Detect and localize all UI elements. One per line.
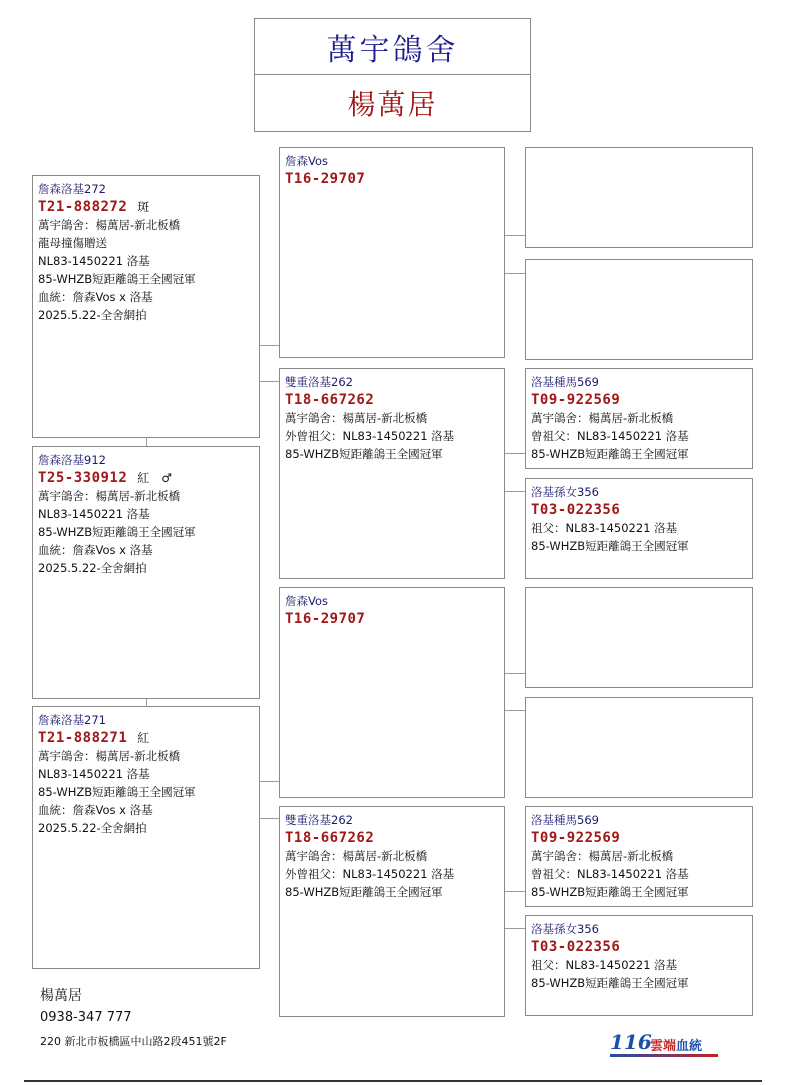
connector-line [259, 345, 279, 346]
info-line: 85-WHZB短距離鴿王全國冠軍 [38, 525, 196, 539]
ring-number: T09-922569 [531, 392, 621, 408]
info-line: 85-WHZB短距離鴿王全國冠軍 [531, 447, 689, 461]
pigeon-card-g3[interactable] [525, 915, 753, 1016]
logo-text [650, 1035, 702, 1054]
info-line: 曾祖父：NL83-1450221 洛基 [531, 867, 689, 881]
ring-number: T09-922569 [531, 830, 621, 846]
pigeon-name: 詹森Vos [285, 594, 329, 608]
info-line: 萬宇鴿舍：楊萬居-新北板橋 [38, 218, 181, 232]
pigeon-card-sire-dam[interactable] [279, 368, 505, 579]
info-line: 85-WHZB短距離鴿王全國冠軍 [285, 447, 443, 461]
connector-line [259, 818, 279, 819]
footer-address: 220 新北市板橋區中山路2段451號2F [40, 1035, 227, 1048]
color-sex: 紅 ♂ [137, 471, 173, 485]
pigeon-card-dam-sire[interactable] [279, 587, 505, 798]
info-line: 萬宇鴿舍：楊萬居-新北板橋 [531, 411, 674, 425]
connector-line [504, 891, 525, 892]
pigeon-name: 雙重洛基262 [285, 813, 353, 827]
pigeon-name: 詹森洛基272 [38, 182, 106, 196]
connector-line [504, 673, 525, 674]
info-line: 萬宇鴿舍：楊萬居-新北板橋 [38, 749, 181, 763]
pigeon-card-subject[interactable] [32, 446, 260, 699]
footer-phone: 0938-347 777 [40, 1010, 132, 1025]
pigeon-name: 詹森洛基271 [38, 713, 106, 727]
ring-number: T25-330912 [38, 470, 128, 486]
info-line: 85-WHZB短距離鴿王全國冠軍 [531, 885, 689, 899]
pigeon-card-empty[interactable] [525, 259, 753, 360]
ring-number: T21-888271 [38, 730, 128, 746]
info-line: 祖父：NL83-1450221 洛基 [531, 521, 678, 535]
info-line: 曾祖父：NL83-1450221 洛基 [531, 429, 689, 443]
pigeon-name: 洛基種馬569 [531, 375, 599, 389]
info-line: 2025.5.22-全舍網拍 [38, 308, 147, 322]
info-line: 萬宇鴿舍：楊萬居-新北板橋 [531, 849, 674, 863]
logo-number: 116 [610, 1030, 652, 1054]
info-line: 萬宇鴿舍：楊萬居-新北板橋 [38, 489, 181, 503]
connector-line [259, 781, 279, 782]
info-line: 外曾祖父：NL83-1450221 洛基 [285, 429, 455, 443]
brand-logo[interactable] [610, 1030, 725, 1058]
pigeon-card-empty[interactable] [525, 587, 753, 688]
info-line: 萬宇鴿舍：楊萬居-新北板橋 [285, 411, 428, 425]
connector-line [504, 491, 525, 492]
ring-number: T16-29707 [285, 171, 366, 187]
color-sex: 斑 [137, 200, 150, 214]
info-line: 祖父：NL83-1450221 洛基 [531, 958, 678, 972]
pigeon-name: 洛基孫女356 [531, 922, 599, 936]
info-line: 85-WHZB短距離鴿王全國冠軍 [285, 885, 443, 899]
pigeon-card-g3[interactable] [525, 368, 753, 469]
color-sex: 紅 [137, 731, 150, 745]
pigeon-card-sire-sire[interactable] [279, 147, 505, 358]
connector-line [504, 710, 525, 711]
bottom-divider [24, 1080, 762, 1082]
ring-number: T21-888272 [38, 199, 128, 215]
info-line: 血統：詹森Vos x 洛基 [38, 543, 153, 557]
pigeon-name: 雙重洛基262 [285, 375, 353, 389]
pigeon-card-empty[interactable] [525, 697, 753, 798]
info-line: 85-WHZB短距離鴿王全國冠軍 [531, 539, 689, 553]
owner-name-box [254, 74, 531, 132]
pigeon-name: 洛基種馬569 [531, 813, 599, 827]
logo-text-b: 血統 [676, 1039, 703, 1054]
connector-line [504, 453, 525, 454]
connector-line [504, 273, 525, 274]
info-line: 2025.5.22-全舍網拍 [38, 561, 147, 575]
connector-line [504, 235, 525, 236]
ring-number: T03-022356 [531, 939, 621, 955]
pigeon-card-dam-dam[interactable] [279, 806, 505, 1017]
info-line: NL83-1450221 洛基 [38, 767, 150, 781]
info-line: 85-WHZB短距離鴿王全國冠軍 [38, 785, 196, 799]
info-line: 2025.5.22-全舍網拍 [38, 821, 147, 835]
connector-line [259, 381, 279, 382]
pigeon-name: 詹森洛基912 [38, 453, 106, 467]
info-line: 龍母撞傷贈送 [38, 236, 107, 250]
info-line: 外曾祖父：NL83-1450221 洛基 [285, 867, 455, 881]
pigeon-card-empty[interactable] [525, 147, 753, 248]
pigeon-name: 詹森Vos [285, 154, 329, 168]
ring-number: T18-667262 [285, 830, 375, 846]
pigeon-name: 洛基孫女356 [531, 485, 599, 499]
info-line: 85-WHZB短距離鴿王全國冠軍 [531, 976, 689, 990]
connector-line [504, 928, 525, 929]
loft-name-box [254, 18, 531, 75]
info-line: NL83-1450221 洛基 [38, 254, 150, 268]
info-line: NL83-1450221 洛基 [38, 507, 150, 521]
owner-name: 楊萬居 [347, 88, 438, 121]
footer-owner-name: 楊萬居 [40, 988, 82, 1004]
logo-text-a: 雲端 [650, 1039, 677, 1054]
info-line: 血統：詹森Vos x 洛基 [38, 803, 153, 817]
ring-number: T18-667262 [285, 392, 375, 408]
ring-number: T03-022356 [531, 502, 621, 518]
loft-name: 萬宇鴿舍 [326, 32, 459, 68]
pigeon-card-sire[interactable] [32, 175, 260, 438]
pigeon-card-g3[interactable] [525, 478, 753, 579]
info-line: 萬宇鴿舍：楊萬居-新北板橋 [285, 849, 428, 863]
ring-number: T16-29707 [285, 611, 366, 627]
pigeon-card-g3[interactable] [525, 806, 753, 907]
pigeon-card-dam[interactable] [32, 706, 260, 969]
info-line: 血統：詹森Vos x 洛基 [38, 290, 153, 304]
logo-underline [610, 1054, 718, 1057]
info-line: 85-WHZB短距離鴿王全國冠軍 [38, 272, 196, 286]
